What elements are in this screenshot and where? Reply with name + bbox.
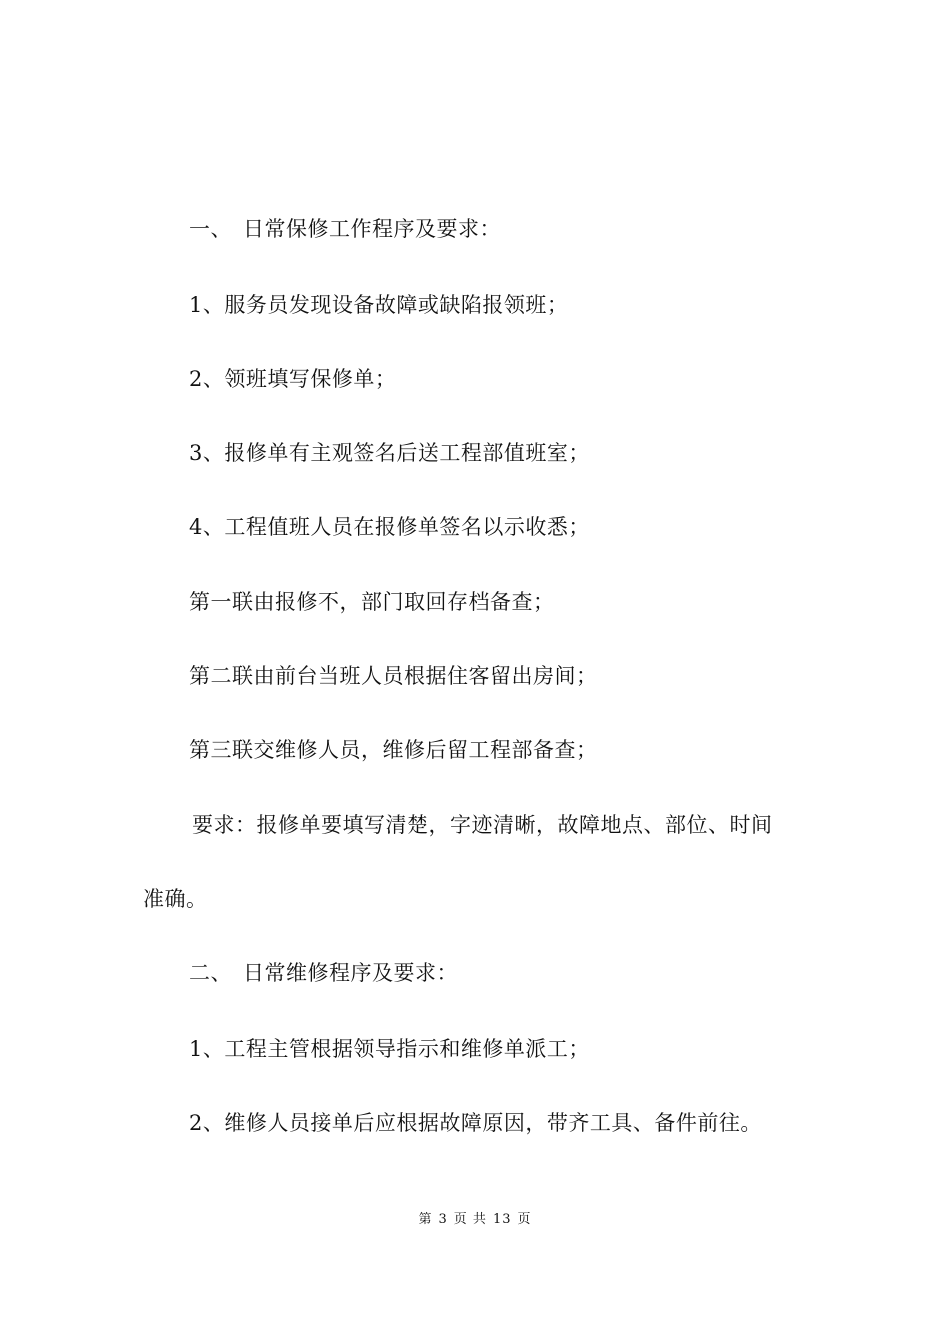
list-item: 2、领班填写保修单； xyxy=(189,367,397,391)
list-item: 4、工程值班人员在报修单签名以示收悉； xyxy=(189,515,590,539)
list-item: 2、维修人员接单后应根据故障原因，带齐工具、备件前往。 xyxy=(189,1111,762,1135)
paragraph: 第三联交维修人员，维修后留工程部备查； xyxy=(189,738,598,762)
footer-prefix: 第 xyxy=(418,1212,433,1227)
list-item: 1、服务员发现设备故障或缺陷报领班； xyxy=(189,293,569,317)
list-item: 1、工程主管根据领导指示和维修单派工； xyxy=(189,1037,590,1061)
paragraph: 第一联由报修不，部门取回存档备查； xyxy=(189,590,555,614)
footer-middle: 页 共 xyxy=(453,1212,487,1227)
page-footer xyxy=(0,1208,950,1227)
requirement-paragraph: 要求：报修单要填写清楚，字迹清晰，故障地点、部位、时间 xyxy=(192,813,773,837)
requirement-paragraph-continued: 准确。 xyxy=(143,887,208,911)
list-item: 3、报修单有主观签名后送工程部值班室； xyxy=(189,441,590,465)
footer-suffix: 页 xyxy=(517,1212,532,1227)
section-heading-1: 一、 日常保修工作程序及要求： xyxy=(189,217,501,241)
total-pages-number: 13 xyxy=(492,1212,512,1227)
section-heading-2: 二、 日常维修程序及要求： xyxy=(189,961,458,985)
current-page-number: 3 xyxy=(438,1212,448,1227)
paragraph: 第二联由前台当班人员根据住客留出房间； xyxy=(189,664,598,688)
